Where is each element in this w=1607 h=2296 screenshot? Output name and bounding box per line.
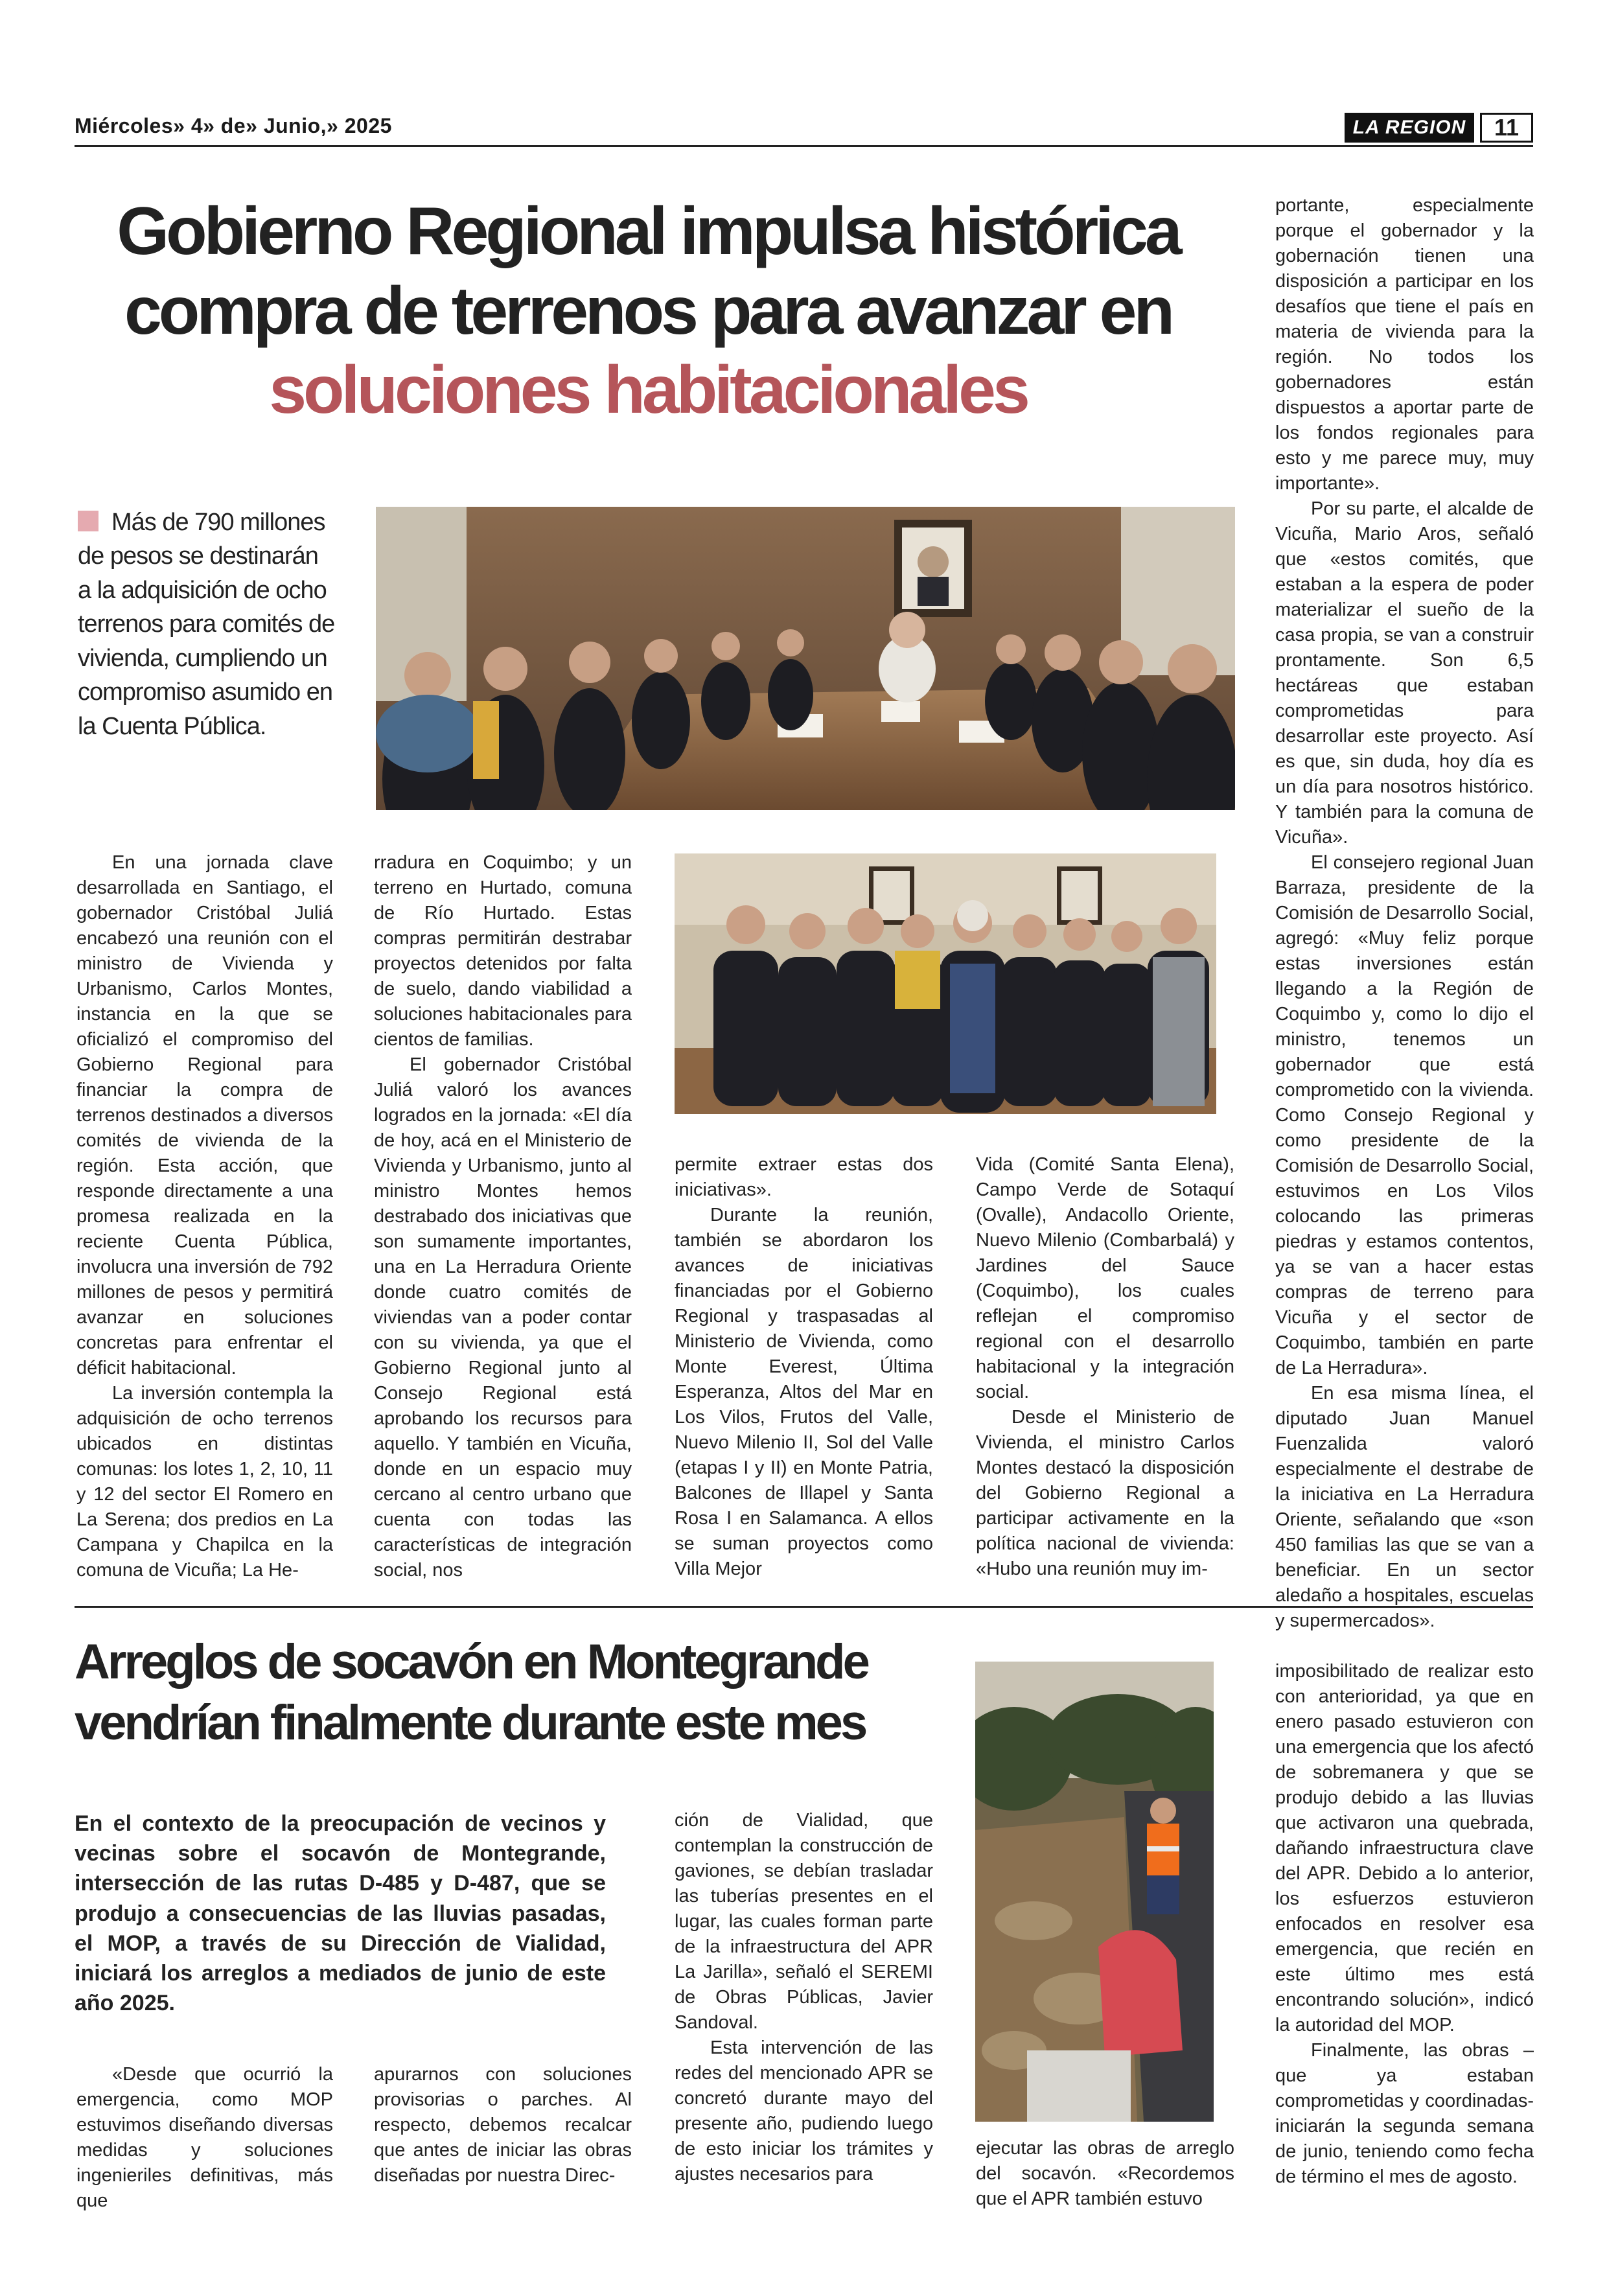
- article1-lead: [78, 505, 337, 743]
- paragraph: El gobernador Cristóbal Juliá valoró los avances logrados en la jornada: «El día de hoy, acá en el Ministerio de Vivienda y Urbanismo, junto al ministro Montes hemos destrabado dos iniciativas que son sumamente importantes, una en La Herradura Oriente donde cuatro comités de viviendas van a poder contar con su vivienda, ya que el Gobierno Regional junto al Consejo Regional está aprobando los recursos para aquello. Y también en Vicuña, donde en un espacio muy cercano al centro urbano que cuenta con todas las características de integración social, nos: [374, 1054, 632, 1581]
- article1-column-1: [76, 850, 333, 1583]
- issue-date: Miércoles» 4» de» Junio,» 2025: [75, 114, 392, 137]
- headline-line-2: compra de terrenos para avanzar en: [124, 273, 1172, 349]
- newspaper-logo: LA REGION: [1345, 113, 1474, 143]
- headline-line-2: vendrían finalmente durante este mes: [75, 1695, 866, 1751]
- article2-column-1: [76, 2062, 333, 2214]
- paragraph: «Desde que ocurrió la emergencia, como MOP estuvimos diseñando diversas medidas y soluciones ingenieriles definitivas, más que: [76, 2064, 333, 2211]
- paragraph: En esa misma línea, el diputado Juan Manuel Fuenzalida valoró especialmente el destrabe de la iniciativa en La Herradura Oriente, señalando que «son 450 familias las que se van a beneficiar. En un sector aledaño a hospitales, escuelas y supermercados».: [1275, 1383, 1534, 1631]
- article2-lead: En el contexto de la preocupación de vecinos y vecinas sobre el socavón de Montegrande, intersección de las rutas D-485 y D-487, que se produjo a consecuencias de las lluvias pasadas, el MOP, a través de su Dirección de Vialidad, iniciará los arreglos a mediados de junio de este año 2025.: [75, 1811, 606, 2016]
- paragraph: Desde el Ministerio de Vivienda, el ministro Carlos Montes destacó la disposición del Gobierno Regional a participar activamente en la política nacional de vivienda: «Hubo una reunión muy im-: [976, 1407, 1234, 1579]
- lead-square-icon: [78, 511, 98, 531]
- article1-headline: [78, 192, 1218, 430]
- paragraph: Por su parte, el alcalde de Vicuña, Mario Aros, señaló que «estos comités, que estaban a la espera de poder materializar el sueño de la casa propia, se van a construir prontamente. Son 6,5 hectáreas que estaban comprometidas para desarrollar este proyecto. Así es que, sin duda, hoy día es un día para nosotros histórico. Y también para la comuna de Vicuña».: [1275, 498, 1534, 848]
- page-number: 11: [1480, 113, 1533, 143]
- article2-column-2: [374, 2062, 632, 2188]
- meeting-photo-illustration: [376, 507, 1235, 810]
- paragraph: Vida (Comité Santa Elena), Campo Verde de Sotaquí (Ovalle), Andacollo Oriente, Nuevo Milenio (Combarbalá) y Jardines del Sauce (Coquimbo), los cuales reflejan el compromiso regional con el desarrollo habitacional y la integración social.: [976, 1154, 1234, 1402]
- headline-highlight: soluciones habitacionales: [269, 353, 1027, 428]
- paragraph: portante, especialmente porque el gobernador y la gobernación tienen una disposición a participar en los desafíos que tiene el país en materia de vivienda para la región. No todos los gobernadores están dispuestos a aportar parte de los fondos regionales para esto y me parece muy, muy importante».: [1275, 195, 1534, 494]
- paragraph: Finalmente, las obras –que ya estaban comprometidas y coordinadas- iniciarán la segunda semana de junio, teniendo como fecha de término el mes de agosto.: [1275, 2040, 1534, 2187]
- article1-column-3: [675, 1152, 933, 1582]
- paragraph: rradura en Coquimbo; y un terreno en Hurtado, comuna de Río Hurtado. Estas compras permitirán destrabar proyectos detenidos por falta de suelo, dando viabilidad a soluciones habitacionales para cientos de familias.: [374, 852, 632, 1050]
- article1-column-5: [1275, 193, 1534, 1634]
- paragraph: permite extraer estas dos iniciativas».: [675, 1154, 933, 1200]
- paragraph: En una jornada clave desarrollada en Santiago, el gobernador Cristóbal Juliá encabezó una reunión con el ministro de Vivienda y Urbanismo, Carlos Montes, instancia en la que se oficializó el compromiso del Gobierno Regional para financiar la compra de terrenos destinados a diversos comités de vivienda de la región. Esta acción, que responde directamente a una promesa realizada en la reciente Cuenta Pública, involucra una inversión de 792 millones de pesos y permitirá avanzar en soluciones concretas para enfrentar el déficit habitacional.: [76, 852, 333, 1378]
- paragraph: El consejero regional Juan Barraza, presidente de la Comisión de Desarrollo Social, agregó: «Muy feliz porque estas inversiones están llegando a la Región de Coquimbo y, como lo dijo el ministro, tenemos un gobernador que está comprometido con la vivienda. Como Consejo Regional y como presidente de la Comisión de Desarrollo Social, estuvimos en Los Vilos colocando las primeras piedras y estamos contentos, ya se van a hacer estas compras de terreno para Vicuña y el sector de Coquimbo, también en parte de La Herradura».: [1275, 852, 1534, 1378]
- article2-headline: [75, 1632, 982, 1754]
- group-photo: [675, 853, 1216, 1114]
- paragraph: ejecutar las obras de arreglo del socavón. «Recordemos que el APR también estuvo: [976, 2138, 1234, 2209]
- lead-text: Más de 790 millones de pesos se destinarán a la adquisición de ocho terrenos para comités de vivienda, cumpliendo un compromiso asumido en la Cuenta Pública.: [78, 509, 335, 740]
- headline-line-1: Gobierno Regional impulsa histórica: [117, 194, 1179, 269]
- paragraph: ción de Vialidad, que contemplan la construcción de gaviones, se debían trasladar las tuberías presentes en el lugar, las cuales forman parte de la infraestructura del APR La Jarilla», señaló el SEREMI de Obras Públicas, Javier Sandoval.: [675, 1810, 933, 2033]
- headline-line-1: Arreglos de socavón en Montegrande: [75, 1634, 868, 1689]
- paragraph: La inversión contempla la adquisición de ocho terrenos ubicados en distintas comunas: los lotes 1, 2, 10, 11 y 12 del sector El Romero en La Serena; dos predios en La Campana y Chapilca en la comuna de Vicuña; La He-: [76, 1383, 333, 1581]
- sinkhole-photo-illustration: [975, 1662, 1214, 2122]
- header-rule: [75, 145, 1533, 147]
- meeting-photo: [376, 507, 1235, 810]
- paragraph: apurarnos con soluciones provisorias o parches. Al respecto, debemos recalcar que antes de iniciar las obras diseñadas por nuestra Direc-: [374, 2064, 632, 2186]
- group-photo-illustration: [675, 853, 1216, 1114]
- article2-column-5: [1275, 1659, 1534, 2190]
- sinkhole-photo: [975, 1662, 1214, 2122]
- article2-column-3: [675, 1808, 933, 2187]
- article1-column-2: [374, 850, 632, 1583]
- paragraph: imposibilitado de realizar esto con anterioridad, ya que en enero pasado estuvieron con una emergencia que los afectó de sobremanera y que se produjo debido a las lluvias que activaron una quebrada, dañando infraestructura clave del APR. Debido a lo anterior, los esfuerzos estuvieron enfocados en resolver esa emergencia, que recién en este último mes está encontrando solución», indicó la autoridad del MOP.: [1275, 1661, 1534, 2035]
- paragraph: Durante la reunión, también se abordaron los avances de iniciativas financiadas por el Gobierno Regional y traspasadas al Ministerio de Vivienda, como Monte Everest, Última Esperanza, Altos del Mar en Los Vilos, Frutos del Valle, Nuevo Milenio II, Sol del Valle (etapas I y II) en Monte Patria, Balcones de Illapel y Santa Rosa I en Salamanca. A ellos se suman proyectos como Villa Mejor: [675, 1205, 933, 1579]
- paragraph: Esta intervención de las redes del mencionado APR se concretó durante mayo del presente año, pudiendo luego de esto iniciar los trámites y ajustes necesarios para: [675, 2037, 933, 2185]
- article1-column-4: [976, 1152, 1234, 1582]
- article2-column-4: [976, 2136, 1234, 2212]
- section-divider: [75, 1606, 1533, 1608]
